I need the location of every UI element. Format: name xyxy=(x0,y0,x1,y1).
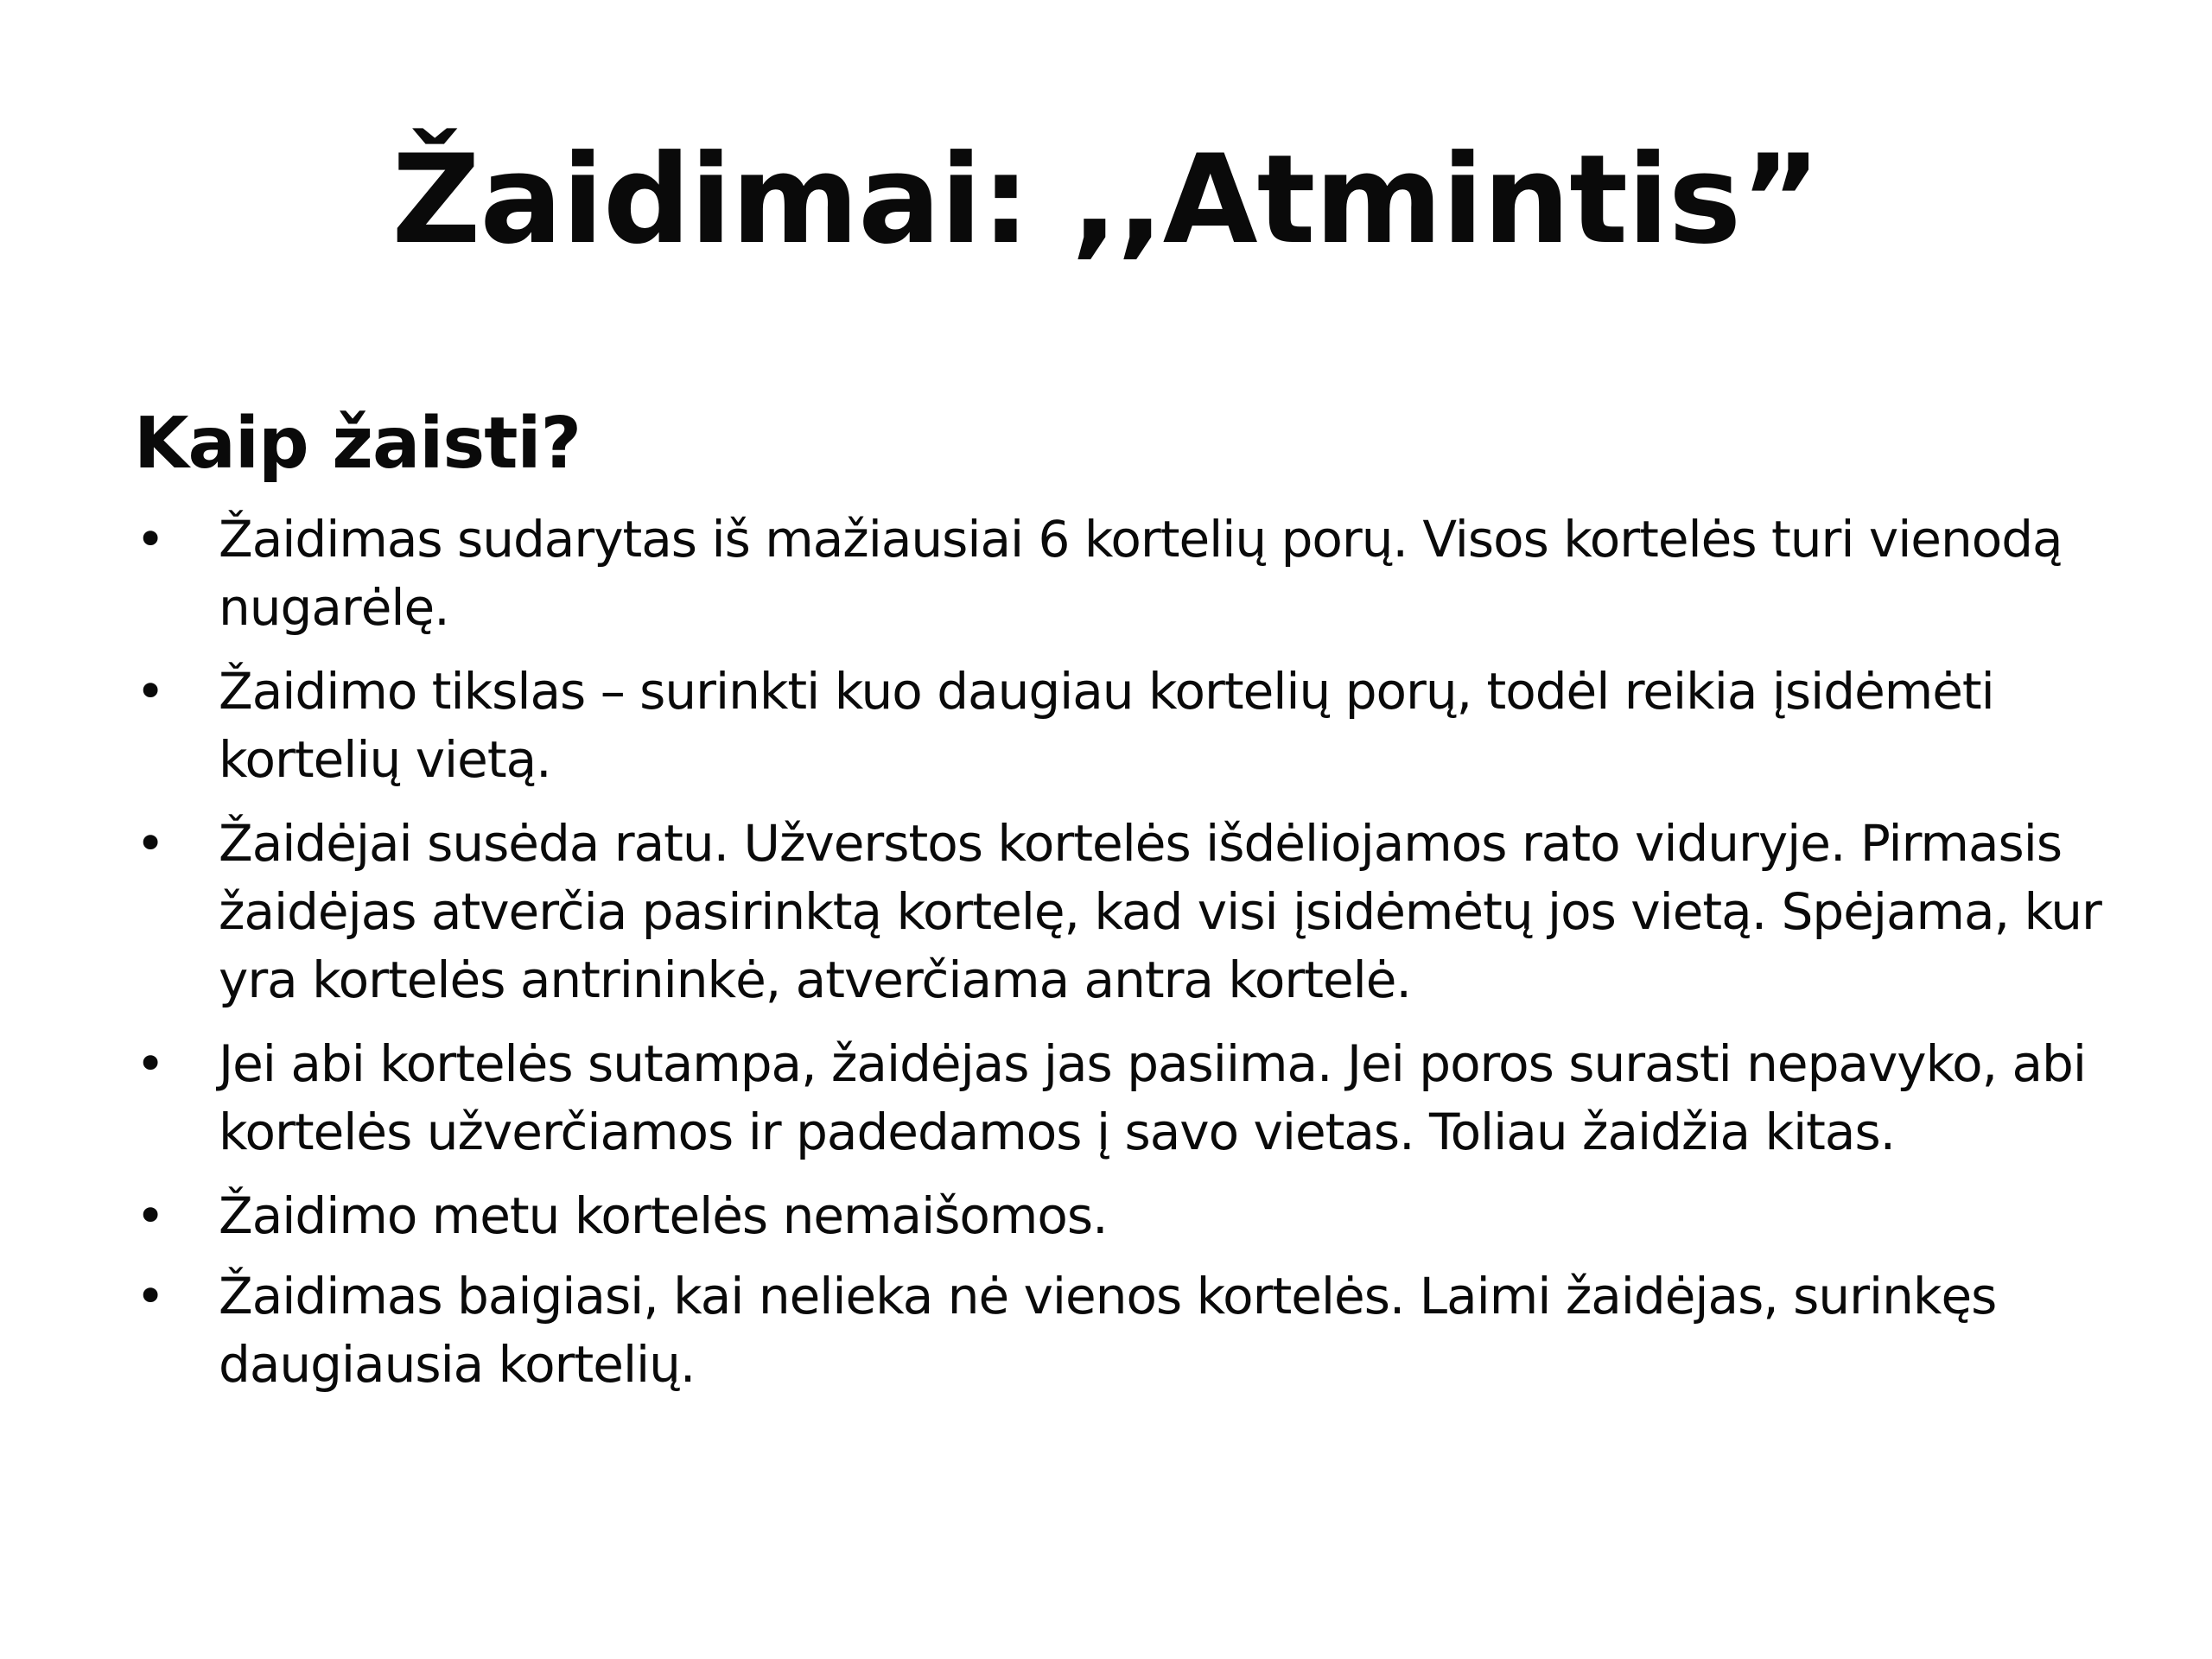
rule-text: Žaidimo metu kortelės nemaišomos. xyxy=(219,1186,1108,1245)
bullet-icon: • xyxy=(136,662,165,721)
rule-item xyxy=(134,1182,2121,1250)
rule-item xyxy=(134,1030,2121,1166)
rules-list xyxy=(134,505,2121,1414)
rule-text: Jei abi kortelės sutampa, žaidėjas jas pasiima. Jei poros surasti nepavyko, abi kortelės užverčiamos ir padedamos į savo vietas. Toliau žaidžia kitas. xyxy=(219,1034,2086,1161)
bullet-icon: • xyxy=(136,814,165,873)
rule-item xyxy=(134,1262,2121,1399)
rule-item xyxy=(134,810,2121,1014)
slide-subtitle: Kaip žaisti? xyxy=(134,403,582,485)
rule-text: Žaidėjai susėda ratu. Užverstos kortelės išdėliojamos rato viduryje. Pirmasis žaidėjas atverčia pasirinktą kortelę, kad visi įsidėmėtų jos vietą. Spėjama, kur yra kortelės antrininkė, atverčiama antra kortelė. xyxy=(219,814,2101,1009)
rule-text: Žaidimas baigiasi, kai nelieka nė vienos kortelės. Laimi žaidėjas, surinkęs daugiausia kortelių. xyxy=(219,1267,1997,1394)
rule-item xyxy=(134,505,2121,642)
bullet-icon: • xyxy=(136,1186,165,1245)
slide-title: Žaidimai: ,,Atmintis” xyxy=(391,129,1821,271)
rule-text: Žaidimo tikslas – surinkti kuo daugiau kortelių porų, todėl reikia įsidėmėti kortelių vietą. xyxy=(219,662,1994,789)
rule-text: Žaidimas sudarytas iš mažiausiai 6 kortelių porų. Visos kortelės turi vienodą nugarėlę. xyxy=(219,510,2063,637)
bullet-icon: • xyxy=(136,1267,165,1325)
bullet-icon: • xyxy=(136,1034,165,1093)
bullet-icon: • xyxy=(136,510,165,569)
rule-item xyxy=(134,658,2121,794)
